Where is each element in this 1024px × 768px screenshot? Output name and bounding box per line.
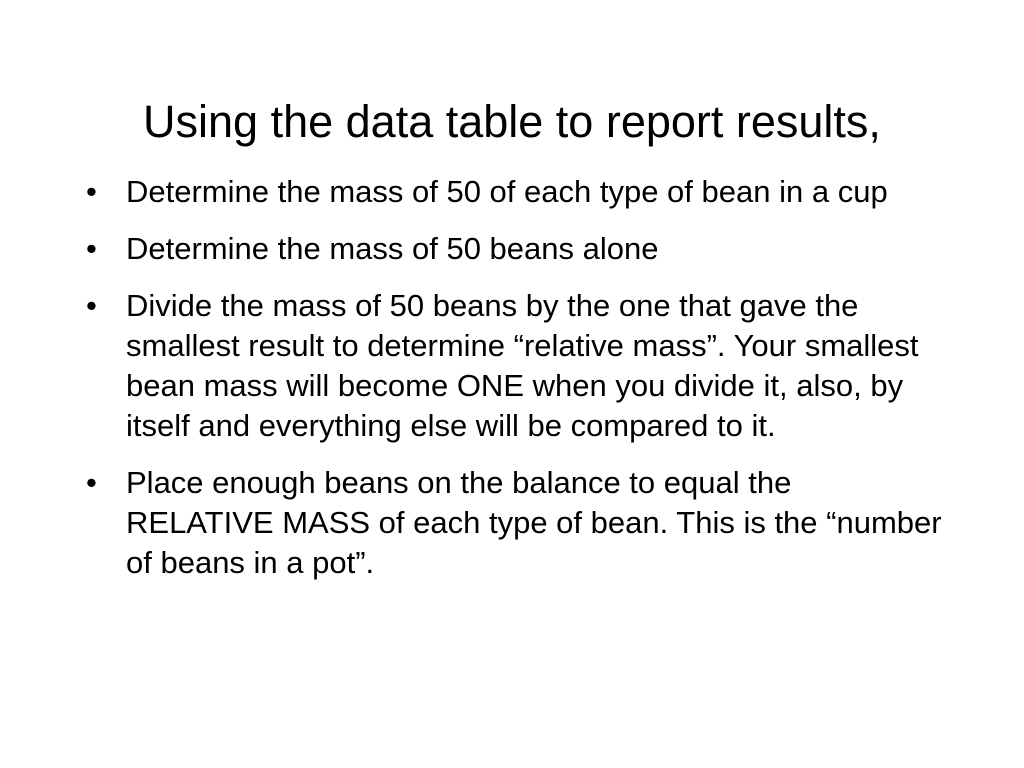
bullet-dot-icon: •	[86, 288, 97, 323]
bullet-item	[86, 172, 946, 212]
bullet-dot-icon: •	[86, 465, 97, 500]
bullet-dot-icon: •	[86, 174, 97, 209]
bullet-item	[86, 286, 946, 446]
bullet-dot-icon: •	[86, 231, 97, 266]
bullet-text: Determine the mass of 50 of each type of bean in a cup	[126, 174, 888, 209]
bullet-text: Divide the mass of 50 beans by the one that gave the smallest result to determine “relative mass”. Your smallest bean mass will become ONE when you divide it, also, by itself and everything else will be compared to it.	[126, 288, 919, 443]
bullet-text: Determine the mass of 50 beans alone	[126, 231, 659, 266]
bullet-text: Place enough beans on the balance to equal the RELATIVE MASS of each type of bean. This is the “number of beans in a pot”.	[126, 465, 942, 580]
slide-title: Using the data table to report results,	[143, 96, 881, 147]
bullet-list	[86, 172, 946, 600]
bullet-item	[86, 463, 946, 583]
bullet-item	[86, 229, 946, 269]
